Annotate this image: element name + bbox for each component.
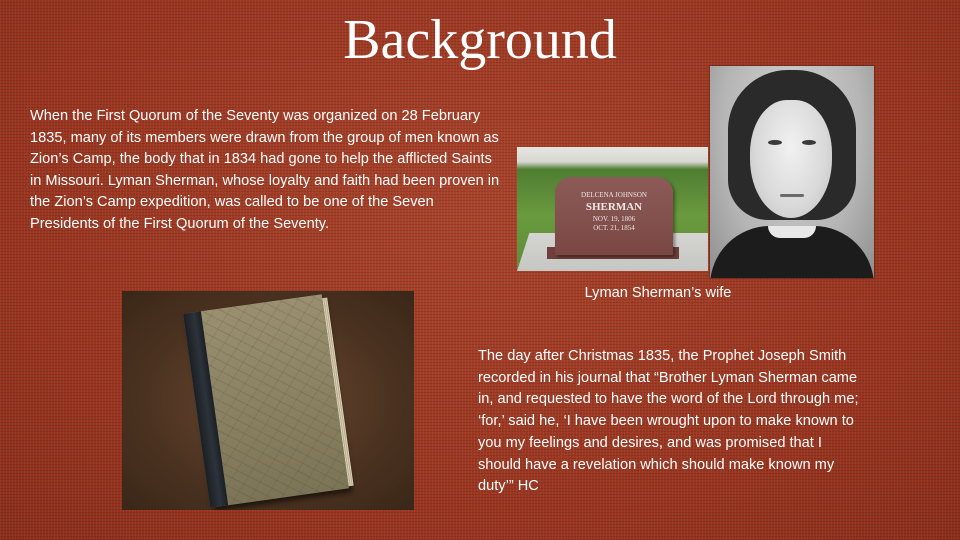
portrait-eye-right [802, 140, 816, 145]
journal-book-spine [183, 311, 228, 508]
wife-portrait-photo [710, 66, 874, 278]
gravestone-death-date: OCT. 21, 1854 [593, 224, 635, 232]
gravestone-surname: SHERMAN [585, 201, 643, 213]
gravestone-birth-date: NOV. 19, 1806 [592, 215, 636, 223]
portrait-collar [768, 226, 816, 238]
portrait-mouth [780, 194, 804, 197]
portrait-face [750, 100, 832, 218]
journal-book [183, 294, 349, 508]
slide-title: Background [343, 9, 617, 71]
photo-caption: Lyman Sherman’s wife [584, 285, 732, 301]
gravestone-photo [517, 147, 708, 271]
portrait-eye-left [768, 140, 782, 145]
gravestone [555, 177, 673, 255]
background-paragraph: When the First Quorum of the Seventy was organized on 28 February 1835, many of its members were drawn from the group of men known as Zion’s Camp, the body that in 1834 had gone to help the afflicted Saints in Missouri. Lyman Sherman, whose loyalty and faith had been proven in the Zion’s Camp expedition, was called to be one of the Seven Presidents of the First Quorum of the Seventy. [30, 108, 500, 232]
journal-book-photo [122, 291, 414, 510]
journal-book-pages [322, 297, 353, 486]
journal-paragraph: The day after Christmas 1835, the Prophet Joseph Smith recorded in his journal that “Brother Lyman Sherman came in, and requested to have the word of the Lord through me; ‘for,’ said he, ‘I have been wrought upon to make known to you my feelings and desires, and was promised that I should have a revelation which should make known my duty’” HC [478, 348, 859, 495]
gravestone-name-line: DELCENA JOHNSON [581, 191, 647, 199]
